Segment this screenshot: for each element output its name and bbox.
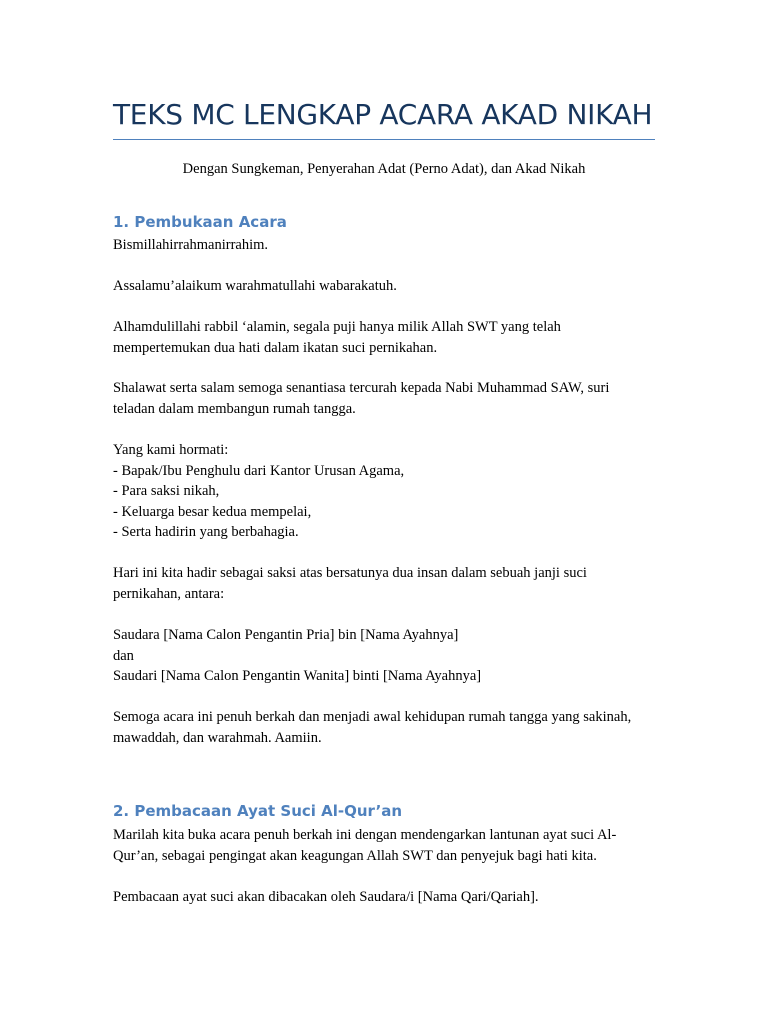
paragraph-line: Yang kami hormati: xyxy=(113,442,229,458)
paragraph-line: Assalamu’alaikum warahmatullahi wabarakatuh. xyxy=(113,278,397,294)
paragraph-line: Qur’an, sebagai pengingat akan keagungan Allah SWT dan penyejuk bagi hati kita. xyxy=(113,847,597,864)
paragraph-line: mempertemukan dua hati dalam ikatan suci pernikahan. xyxy=(113,339,438,356)
paragraph-line: Marilah kita buka acara penuh berkah ini dengan mendengarkan lantunan ayat suci Al- xyxy=(113,827,617,843)
section-heading-pembacaan-ayat: 2. Pembacaan Ayat Suci Al-Qur’an xyxy=(113,802,403,820)
paragraph-nama-mempelai xyxy=(113,625,655,687)
list-item: - Para saksi nikah, xyxy=(113,483,220,499)
paragraph-line: teladan dalam membangun rumah tangga. xyxy=(113,400,356,417)
paragraph-salam xyxy=(113,276,655,297)
paragraph-line: Shalawat serta salam semoga senantiasa tercurah kepada Nabi Muhammad SAW, suri xyxy=(113,380,610,396)
list-item: - Bapak/Ibu Penghulu dari Kantor Urusan Agama, xyxy=(113,462,405,479)
paragraph-pembaca-ayat xyxy=(113,887,655,908)
list-item: - Keluarga besar kedua mempelai, xyxy=(113,503,312,520)
paragraph-line: mawaddah, dan warahmah. Aamiin. xyxy=(113,729,322,746)
paragraph-line: dan xyxy=(113,647,134,664)
paragraph-line: Pembacaan ayat suci akan dibacakan oleh Saudara/i [Nama Qari/Qariah]. xyxy=(113,889,539,905)
paragraph-doa xyxy=(113,707,655,748)
paragraph-hari-ini xyxy=(113,563,655,604)
paragraph-line: Bismillahirrahmanirrahim. xyxy=(113,237,269,253)
paragraph-line: pernikahan, antara: xyxy=(113,585,225,602)
paragraph-line: Alhamdulillahi rabbil ‘alamin, segala puji hanya milik Allah SWT yang telah xyxy=(113,319,561,335)
document-subtitle: Dengan Sungkeman, Penyerahan Adat (Perno Adat), dan Akad Nikah xyxy=(182,161,586,177)
document-title: TEKS MC LENGKAP ACARA AKAD NIKAH xyxy=(113,98,653,131)
paragraph-ajakan-mendengarkan xyxy=(113,825,655,866)
paragraph-bismillah xyxy=(113,235,655,256)
title-divider xyxy=(113,139,655,140)
paragraph-shalawat xyxy=(113,378,655,419)
paragraph-line: Saudara [Nama Calon Pengantin Pria] bin [Nama Ayahnya] xyxy=(113,627,459,643)
paragraph-line: Semoga acara ini penuh berkah dan menjadi awal kehidupan rumah tangga yang sakinah, xyxy=(113,709,632,725)
paragraph-yang-kami-hormati xyxy=(113,440,655,543)
section-heading-pembukaan: 1. Pembukaan Acara xyxy=(113,213,287,231)
paragraph-line: Saudari [Nama Calon Pengantin Wanita] binti [Nama Ayahnya] xyxy=(113,668,482,684)
paragraph-alhamdulillah xyxy=(113,317,655,358)
list-item: - Serta hadirin yang berbahagia. xyxy=(113,524,299,540)
paragraph-line: Hari ini kita hadir sebagai saksi atas bersatunya dua insan dalam sebuah janji suci xyxy=(113,565,587,581)
